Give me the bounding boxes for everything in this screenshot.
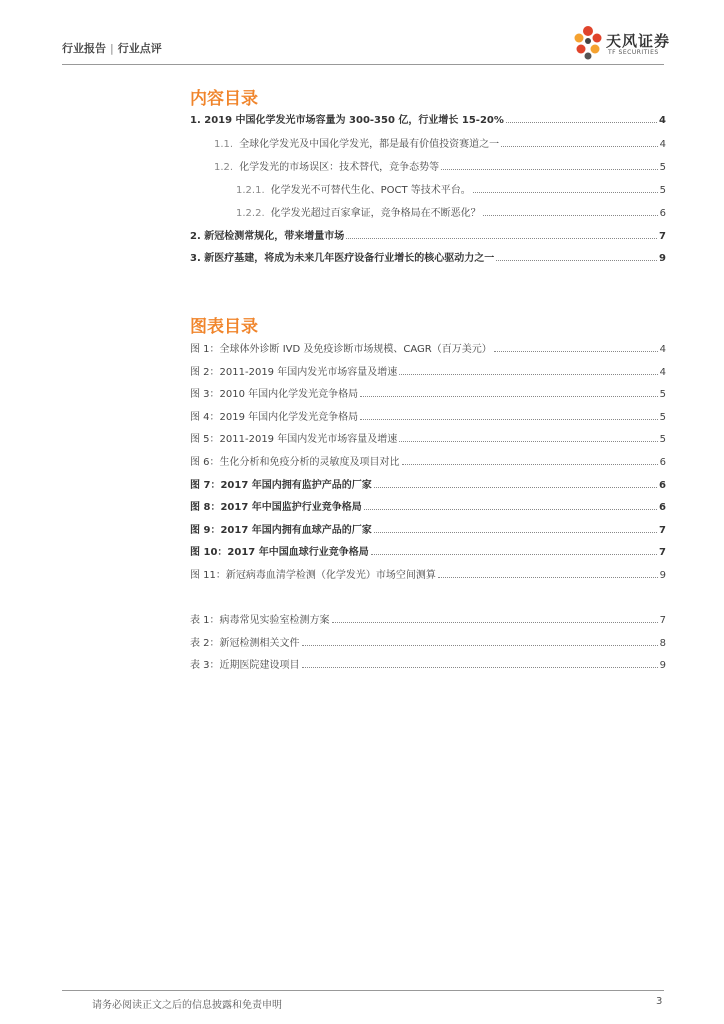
- figure-entry-text: 图 8：2017 年中国监护行业竞争格局: [190, 502, 362, 514]
- toc-entry[interactable]: [236, 180, 666, 196]
- toc-entry[interactable]: [190, 610, 666, 626]
- toc-entry-label: [190, 340, 492, 355]
- figure-entry-text: 图 1：全球体外诊断 IVD 及免疫诊断市场规模、CAGR（百万美元）: [190, 344, 492, 355]
- toc-entry[interactable]: [190, 542, 666, 558]
- figure-entry-text: 图 6：生化分析和免疫分析的灵敏度及项目对比: [190, 457, 400, 468]
- dot-leader: [302, 666, 658, 668]
- dot-leader: [302, 644, 658, 646]
- dot-leader: [402, 463, 658, 465]
- dot-leader: [399, 440, 657, 442]
- toc-entry[interactable]: [190, 520, 666, 536]
- toc-entry[interactable]: [190, 339, 666, 355]
- toc-title: 内容目录: [190, 89, 258, 109]
- toc-entry[interactable]: [214, 134, 666, 150]
- toc-entry[interactable]: [236, 203, 666, 219]
- toc-entry[interactable]: [214, 157, 666, 173]
- figure-entry-text: 图 7：2017 年国内拥有监护产品的厂家: [190, 479, 372, 491]
- report-category: [62, 40, 162, 56]
- dot-leader: [441, 168, 658, 170]
- toc-entry-page: 5: [659, 434, 666, 446]
- company-logo: [571, 24, 681, 64]
- toc-entry[interactable]: [190, 110, 666, 126]
- divider: |: [110, 42, 114, 55]
- toc-entry[interactable]: [190, 475, 666, 491]
- toc-entry-page: 6: [659, 479, 666, 491]
- dot-leader: [332, 621, 658, 623]
- toc-entry[interactable]: [190, 248, 666, 264]
- dot-leader: [496, 259, 657, 261]
- toc-entry-page: 4: [659, 115, 666, 126]
- dot-leader: [364, 508, 657, 510]
- page-number: 3: [656, 996, 663, 1007]
- toc-entry-text: 化学发光不可替代生化、POCT 等技术平台。: [270, 185, 471, 196]
- dot-leader: [360, 418, 657, 420]
- table-entry-text: 表 1：病毒常见实验室检测方案: [190, 615, 330, 626]
- subcategory-label: 行业点评: [117, 42, 162, 55]
- toc-entry-page: 6: [659, 502, 666, 514]
- toc-entry-text: 化学发光超过百家拿证，竞争格局在不断恶化？: [270, 208, 481, 219]
- toc-entry-label: [190, 430, 397, 445]
- logo-text-cn: 天风证券: [606, 32, 671, 50]
- toc-entry-label: [190, 543, 369, 558]
- figure-entry-text: 图 9：2017 年国内拥有血球产品的厂家: [190, 524, 372, 536]
- figure-entry-text: 图 2：2011-2019 年国内发光市场容量及增速: [190, 366, 398, 378]
- toc-entry-label: [236, 181, 471, 196]
- toc-entry-number: 1.2.1.: [236, 185, 265, 196]
- toc-entry-label: [190, 611, 330, 626]
- toc-entry-page: 5: [659, 162, 666, 173]
- figure-entry-text: 图 3：2010 年国内化学发光竞争格局: [190, 389, 359, 401]
- toc-entry[interactable]: [190, 429, 666, 445]
- toc-entry-page: 5: [659, 389, 666, 401]
- toc-entry-label: [190, 385, 358, 400]
- dot-leader: [371, 553, 657, 555]
- dot-leader: [374, 531, 657, 533]
- toc-entry-label: [190, 453, 400, 468]
- toc-entry-label: [190, 227, 344, 242]
- toc-entry-number: 1.2.2.: [236, 208, 265, 219]
- toc-entry-page: 7: [659, 547, 666, 559]
- toc-entry[interactable]: [190, 407, 666, 423]
- dot-leader: [374, 486, 657, 488]
- table-entry-text: 表 2：新冠检测相关文件: [190, 637, 300, 649]
- toc-entry-page: 4: [659, 366, 666, 378]
- toc-entry-label: [190, 634, 300, 649]
- toc-entry-page: 8: [659, 637, 666, 649]
- figure-entry-text: 图 10：2017 年中国血球行业竞争格局: [190, 547, 369, 559]
- toc-entry-page: 9: [659, 253, 666, 264]
- toc-entry-label: [190, 249, 494, 264]
- toc-entry-page: 6: [659, 208, 666, 219]
- toc-entry[interactable]: [190, 633, 666, 649]
- dot-leader: [346, 237, 657, 239]
- dot-leader: [399, 373, 657, 375]
- toc-entry-label: [190, 566, 436, 581]
- toc-entry-page: 5: [659, 185, 666, 196]
- category-label: 行业报告: [62, 42, 106, 55]
- toc-entry-page: 4: [659, 139, 666, 150]
- toc-entry-label: [190, 521, 372, 536]
- dot-leader: [473, 191, 658, 193]
- toc-entry-text: 化学发光的市场误区：技术替代，竞争态势等: [239, 162, 440, 173]
- footer-disclaimer: 请务必阅读正文之后的信息披露和免责申明: [92, 1000, 282, 1011]
- dot-leader: [501, 145, 658, 147]
- toc-entry[interactable]: [190, 384, 666, 400]
- toc-entry-label: [190, 656, 300, 671]
- figures-title: 图表目录: [190, 317, 258, 337]
- toc-entry-page: 6: [659, 457, 666, 468]
- toc-entry[interactable]: [190, 226, 666, 242]
- figure-entry-text: 图 5：2011-2019 年国内发光市场容量及增速: [190, 434, 398, 446]
- toc-entry-number: 1.1.: [214, 139, 234, 150]
- logo-text-en: TF SECURITIES: [608, 49, 659, 56]
- footer-divider: [62, 990, 664, 991]
- toc-entry-page: 4: [659, 344, 666, 355]
- toc-entry-label: [190, 408, 358, 423]
- figure-entry-text: 图 4：2019 年国内化学发光竞争格局: [190, 411, 359, 423]
- dot-leader: [360, 395, 657, 397]
- table-entry-text: 表 3：近期医院建设项目: [190, 660, 300, 671]
- toc-entry-page: 7: [659, 231, 666, 242]
- toc-entry[interactable]: [190, 497, 666, 513]
- toc-entry-label: [236, 204, 481, 219]
- toc-entry-label: [190, 476, 372, 491]
- flower-logo-icon: [571, 24, 605, 62]
- toc-entry-text: 2. 新冠检测常规化，带来增量市场: [190, 231, 345, 242]
- toc-entry[interactable]: [190, 565, 666, 581]
- toc-entry-text: 1. 2019 中国化学发光市场容量为 300-350 亿，行业增长 15-20%: [190, 115, 504, 126]
- dot-leader: [506, 121, 657, 123]
- toc-entry-page: 9: [659, 570, 666, 581]
- dot-leader: [483, 214, 658, 216]
- toc-entry-label: [190, 498, 362, 513]
- toc-entry-number: 1.2.: [214, 162, 234, 173]
- figure-entry-text: 图 11：新冠病毒血清学检测（化学发光）市场空间测算: [190, 570, 436, 581]
- toc-entry-label: [190, 111, 504, 126]
- toc-entry-text: 全球化学发光及中国化学发光，都是最有价值投资赛道之一: [239, 139, 500, 150]
- toc-entry-text: 3. 新医疗基建，将成为未来几年医疗设备行业增长的核心驱动力之一: [190, 253, 495, 264]
- toc-entry[interactable]: [190, 655, 666, 671]
- toc-entry-page: 7: [659, 615, 666, 626]
- dot-leader: [494, 350, 658, 352]
- toc-entry-label: [214, 158, 439, 173]
- toc-entry-label: [190, 363, 397, 378]
- header-divider: [62, 64, 664, 65]
- toc-entry-page: 7: [659, 524, 666, 536]
- toc-entry-page: 5: [659, 411, 666, 423]
- toc-entry[interactable]: [190, 362, 666, 378]
- toc-entry-label: [214, 135, 499, 150]
- toc-entry[interactable]: [190, 452, 666, 468]
- toc-entry-page: 9: [659, 660, 666, 671]
- dot-leader: [438, 576, 658, 578]
